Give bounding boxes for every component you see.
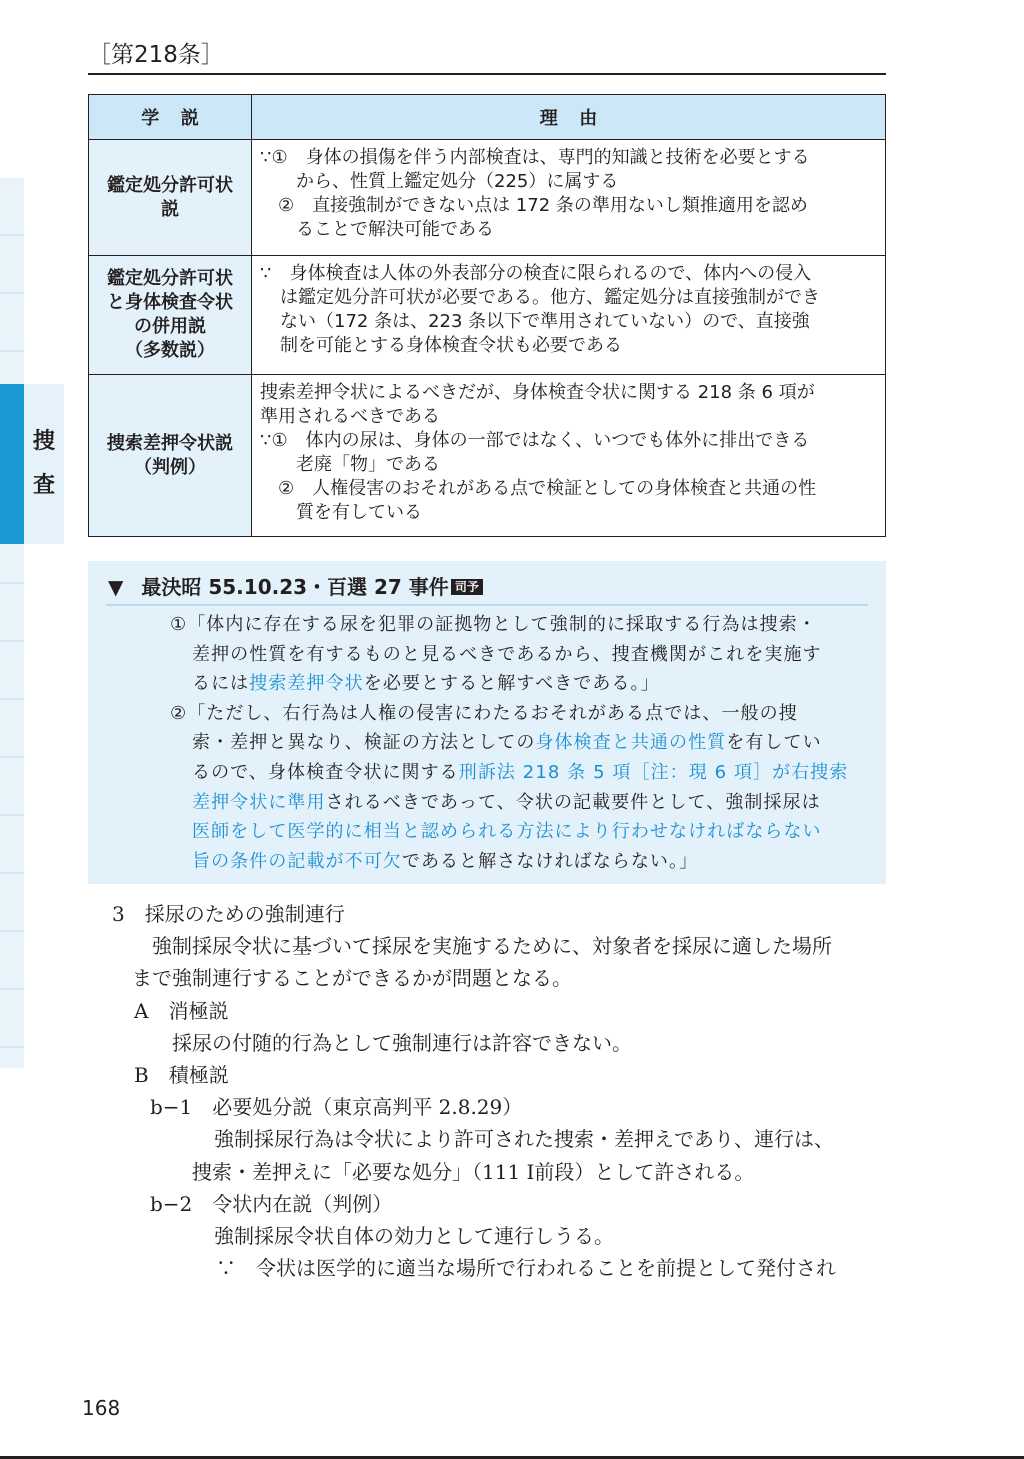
reason-line: ∵ 身体検査は人体の外表部分の検査に限られるので、体内への侵入 [260, 263, 812, 284]
col-header-reason: 理由 [252, 95, 886, 140]
reason-line: ∵① 体内の尿は、身体の一部ではなく、いつでも体外に排出できる [260, 430, 810, 451]
quote-line: 索・差押と異なり、検証の方法としての身体検査と共通の性質を有してい [192, 732, 822, 754]
header-rule [88, 73, 886, 75]
reason-cell [252, 140, 886, 256]
side-chapter-label-1: 捜 [32, 429, 55, 454]
case-title-rule [106, 604, 868, 606]
reason-line: は鑑定処分許可状が必要である。他方、鑑定処分は直接強制ができ [280, 287, 820, 308]
theory-line: 捜索差押令状説 [107, 432, 233, 454]
theory-line: 鑑定処分許可状 [107, 174, 233, 196]
paragraph-line: 捜索・差押えに「必要な処分」（111 Ⅰ前段）として許される。 [192, 1159, 755, 1184]
reason-line: 捜索差押令状によるべきだが、身体検査令状に関する 218 条 6 項が [260, 382, 815, 403]
col-header-theory: 学説 [89, 95, 252, 140]
quote-line [170, 817, 870, 847]
theory-line: （多数説） [125, 340, 215, 361]
theory-cell [89, 140, 252, 256]
quote-line: ①「体内に存在する尿を犯罪の証拠物として強制的に採取する行為は捜索・ [170, 614, 817, 635]
subheading: B 積極説 [134, 1063, 229, 1088]
side-index-lines [0, 178, 24, 1068]
theory-line: と身体検査令状 [107, 292, 233, 313]
theory-line: 鑑定処分許可状 [107, 268, 233, 289]
reason-cell [252, 256, 886, 375]
highlight-text: 刑訴法 218 条 5 項［注：現 6 項］が右捜索 [458, 761, 849, 783]
paragraph-line: 採尿の付随的行為として強制連行は許容できない。 [172, 1030, 632, 1055]
reason-line: ない（172 条は、223 条以下で準用されていない）ので、直接強 [280, 311, 810, 332]
reason-line: ∵① 身体の損傷を伴う内部検査は、専門的知識と技術を必要とする [260, 147, 810, 168]
quote-line: るには捜索差押令状を必要とすると解すべきである。」 [192, 673, 660, 695]
table-row [89, 375, 886, 537]
case-title [108, 572, 483, 602]
subheading: b−2 令状内在説（判例） [150, 1191, 393, 1216]
side-chapter-tab [0, 384, 24, 544]
triangle-marker-icon: ▼ [108, 575, 124, 599]
theory-cell [89, 375, 252, 537]
quote-line: 差押の性質を有するものと見るべきであるから、捜査機関がこれを実施す [192, 643, 822, 665]
paragraph-line: 強制採尿行為は令状により許可された捜索・差押えであり、連行は、 [214, 1127, 834, 1152]
quote-line: 差押令状に準用されるべきであって、令状の記載要件として、強制採尿は [192, 791, 821, 813]
reason-cell [252, 375, 886, 537]
case-quote [170, 610, 870, 876]
theory-line: 説 [161, 198, 179, 220]
theory-line: の併用説 [134, 316, 206, 337]
quote-line: るので、身体検査令状に関する刑訴法 218 条 5 項［注：現 6 項］が右捜索 [192, 761, 849, 783]
highlight-text: 旨の条件の記載が不可欠 [192, 850, 402, 872]
theories-table [88, 94, 886, 537]
case-citation: 最決昭 55.10.23・百選 27 事件 [141, 575, 449, 599]
paragraph-line: 強制採尿令状自体の効力として連行しうる。 [214, 1224, 614, 1249]
reason-line: 準用されるべきである [260, 406, 440, 427]
reason-line: から、性質上鑑定処分（225）に属する [296, 171, 619, 192]
paragraph-line: ∵ 令状は医学的に適当な場所で行われることを前提として発付され [216, 1256, 836, 1281]
table-row [89, 140, 886, 256]
main-text [112, 898, 888, 1284]
theory-cell [89, 256, 252, 375]
page-number: 168 [82, 1396, 121, 1420]
exam-badge: 司予 [451, 579, 483, 595]
reason-line: 制を可能とする身体検査令状も必要である [280, 335, 622, 356]
table-row [89, 256, 886, 375]
paragraph-line: 強制採尿令状に基づいて採尿を実施するために、対象者を採尿に適した場所 [152, 934, 832, 959]
paragraph-line: まで強制連行することができるかが問題となる。 [132, 966, 572, 991]
reason-line: ② 直接強制ができない点は 172 条の準用ないし類推適用を認め [278, 195, 808, 216]
reason-line: 質を有している [296, 502, 422, 523]
reason-line: 老廃「物」である [296, 454, 440, 475]
subheading: A 消極説 [134, 998, 229, 1023]
highlight-text: 差押令状に準用 [192, 791, 326, 813]
theory-line: （判例） [134, 456, 206, 478]
reason-line: ② 人権侵害のおそれがある点で検証としての身体検査と共通の性 [278, 478, 817, 499]
subheading: b−1 必要処分説（東京高判平 2.8.29） [150, 1095, 523, 1120]
section-heading: 3 採尿のための強制連行 [112, 902, 345, 926]
highlight-text: 身体検査と共通の性質 [535, 732, 727, 754]
reason-line: ることで解決可能である [296, 219, 494, 240]
highlight-text: 医師をして医学的に相当と認められる方法により行わせなければならない [192, 821, 822, 843]
highlight-text: 捜索差押令状 [249, 673, 364, 695]
side-chapter-label [24, 420, 64, 508]
quote-line: ②「ただし、右行為は人権の侵害にわたるおそれがある点では、一般の捜 [170, 702, 798, 724]
table-header-row [89, 95, 886, 140]
article-title: ［第218条］ [88, 42, 224, 68]
quote-line: 旨の条件の記載が不可欠であると解さなければならない。」 [192, 850, 699, 872]
side-chapter-label-2: 査 [32, 473, 55, 498]
